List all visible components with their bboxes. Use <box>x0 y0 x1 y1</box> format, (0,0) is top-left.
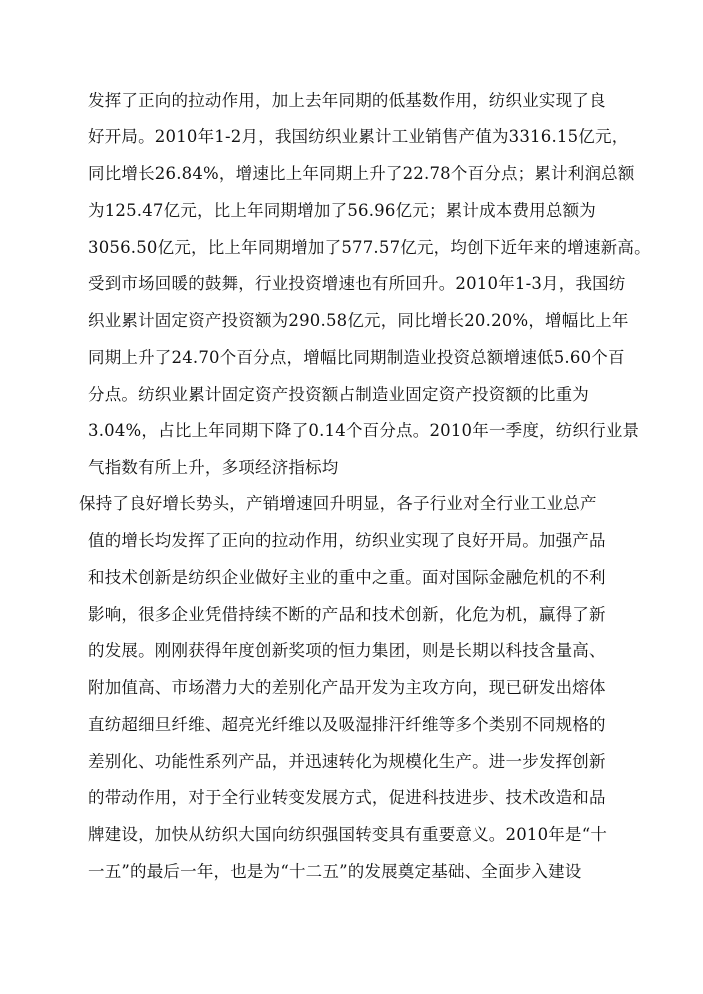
text-line: 同期上升了24.70个百分点，增幅比同期制造业投资总额增速低5.60个百 <box>88 348 625 367</box>
text-line: 3056.50亿元，比上年同期增加了577.57亿元，均创下近年来的增速新高。 <box>88 238 651 257</box>
text-line: 气指数有所上升，多项经济指标均 <box>88 458 339 477</box>
text-line: 的带动作用，对于全行业转变发展方式，促进科技进步、技术改造和品 <box>88 788 606 807</box>
text-line: 的发展。刚刚获得年度创新奖项的恒力集团，则是长期以科技含量高、 <box>88 641 606 660</box>
text-line: 好开局。2010年1-2月，我国纺织业累计工业销售产值为3316.15亿元， <box>88 127 629 146</box>
text-line: 差别化、功能性系列产品，并迅速转化为规模化生产。进一步发挥创新 <box>88 752 606 771</box>
text-line: 为125.47亿元，比上年同期增加了56.96亿元；累计成本费用总额为 <box>88 201 596 220</box>
text-line: 分点。纺织业累计固定资产投资额占制造业固定资产投资额的比重为 <box>88 385 589 404</box>
text-line: 附加值高、市场潜力大的差别化产品开发为主攻方向，现已研发出熔体 <box>88 678 606 697</box>
text-line: 直纺超细旦纤维、超亮光纤维以及吸湿排汗纤维等多个类别不同规格的 <box>88 715 606 734</box>
text-line: 和技术创新是纺织企业做好主业的重中之重。面对国际金融危机的不利 <box>88 568 606 587</box>
text-line: 影响，很多企业凭借持续不断的产品和技术创新，化危为机，赢得了新 <box>88 605 606 624</box>
text-line: 一五”的最后一年，也是为“十二五”的发展奠定基础、全面步入建设 <box>88 862 582 881</box>
text-line: 值的增长均发挥了正向的拉动作用，纺织业实现了良好开局。加强产品 <box>88 531 606 550</box>
text-line: 3.04%，占比上年同期下降了0.14个百分点。2010年一季度，纺织行业景 <box>88 421 640 440</box>
text-line: 发挥了正向的拉动作用，加上去年同期的低基数作用，纺织业实现了良 <box>88 91 606 110</box>
text-line: 织业累计固定资产投资额为290.58亿元，同比增长20.20%，增幅比上年 <box>88 311 629 330</box>
text-line: 保持了良好增长势头，产销增速回升明显，各子行业对全行业工业总产 <box>79 494 597 513</box>
text-line: 受到市场回暖的鼓舞，行业投资增速也有所回升。2010年1-3月，我国纺 <box>88 274 626 293</box>
text-line: 同比增长26.84%，增速比上年同期上升了22.78个百分点；累计利润总额 <box>88 164 635 183</box>
text-line: 牌建设，加快从纺织大国向纺织强国转变具有重要意义。2010年是“十 <box>88 825 608 844</box>
